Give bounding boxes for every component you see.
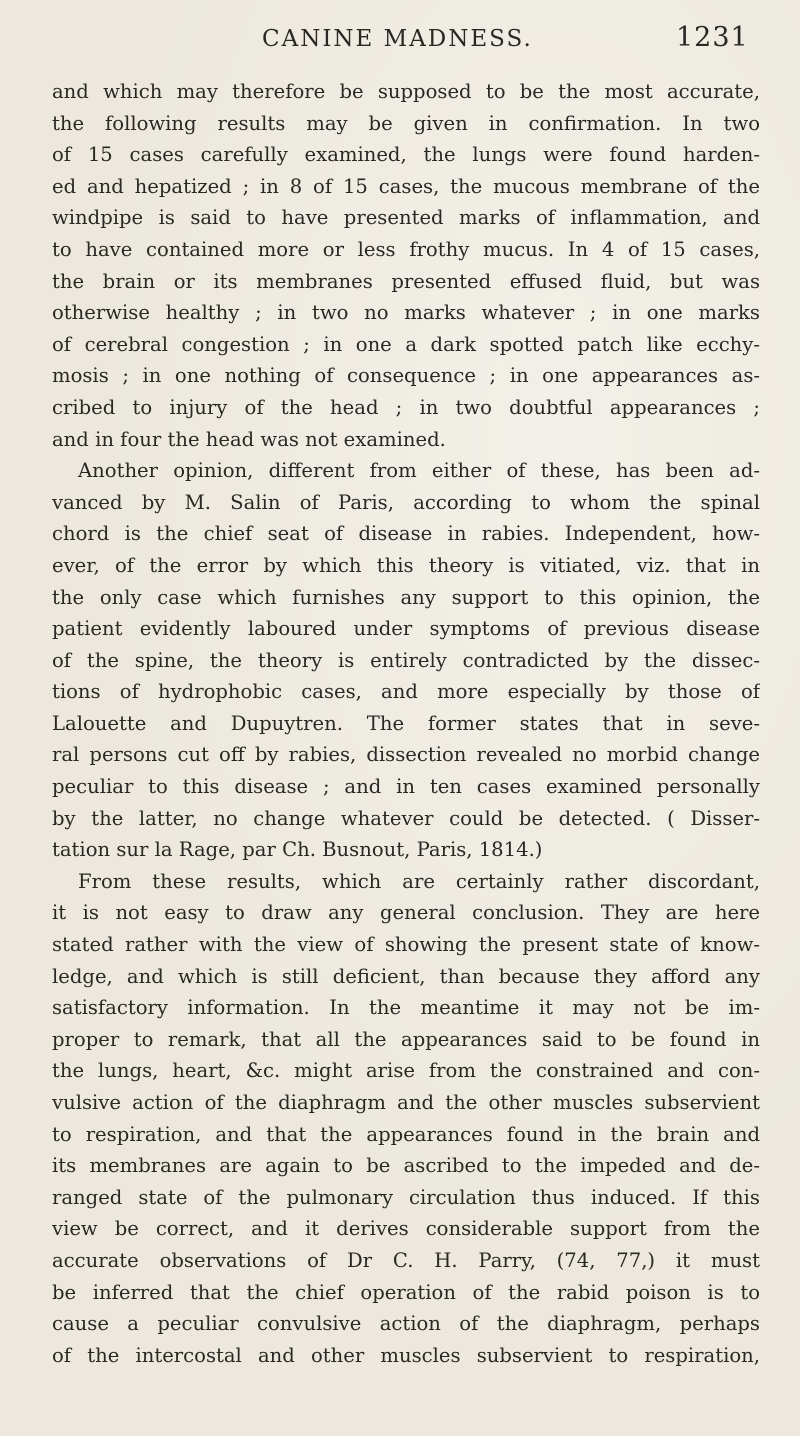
text-line: ledge, and which is still deficient, than because they afford any	[52, 964, 760, 988]
text-line: vulsive action of the diaphragm and the other muscles subservient	[52, 1091, 760, 1114]
text-line: of the spine, the theory is entirely contradicted by the dissec-	[52, 648, 760, 672]
text-line: of cerebral congestion ; in one a dark spotted patch like ecchy-	[52, 332, 760, 356]
text-line: its membranes are again to be ascribed to the impeded and de-	[52, 1154, 760, 1178]
text-line: chord is the chief seat of disease in rabies. Independent, how-	[52, 522, 760, 546]
text-line: vanced by M. Salin of Paris, according to whom the spinal	[52, 490, 760, 514]
text-line: ever, of the error by which this theory is vitiated, viz. that in	[52, 553, 760, 577]
text-line: mosis ; in one nothing of consequence ; in one appearances as-	[52, 364, 760, 388]
text-line: ranged state of the pulmonary circulation thus induced. If this	[52, 1185, 760, 1209]
paragraph	[52, 76, 760, 455]
text-line: to have contained more or less frothy mucus. In 4 of 15 cases,	[52, 237, 760, 261]
text-line: view be correct, and it derives considerable support from the	[52, 1217, 760, 1241]
text-line: From these results, which are certainly rather discordant,	[78, 869, 760, 893]
text-line: satisfactory information. In the meantime it may not be im-	[52, 996, 760, 1020]
text-line: accurate observations of Dr C. H. Parry, (74, 77,) it must	[52, 1248, 760, 1272]
text-line: stated rather with the view of showing the present state of know-	[52, 933, 760, 957]
text-line: the only case which furnishes any support to this opinion, the	[52, 585, 760, 609]
text-line: to respiration, and that the appearances found in the brain and	[52, 1122, 760, 1146]
text-line: ed and hepatized ; in 8 of 15 cases, the mucous membrane of the	[52, 174, 760, 198]
text-line: it is not easy to draw any general conclusion. They are here	[52, 901, 760, 925]
text-line: cribed to injury of the head ; in two doubtful appearances ;	[52, 395, 760, 419]
text-line: proper to remark, that all the appearances said to be found in	[52, 1027, 760, 1051]
text-line: ral persons cut off by rabies, dissection revealed no morbid change	[52, 743, 760, 767]
text-line: otherwise healthy ; in two no marks whatever ; in one marks	[52, 301, 760, 325]
text-line: windpipe is said to have presented marks of inflammation, and	[52, 206, 760, 230]
text-line: Lalouette and Dupuytren. The former states that in seve-	[52, 711, 760, 735]
text-line: and which may therefore be supposed to be the most accurate,	[52, 80, 760, 103]
text-line: the lungs, heart, &c. might arise from the constrained and con-	[52, 1059, 760, 1083]
text-line: the following results may be given in confirmation. In two	[52, 111, 760, 135]
text-line: patient evidently laboured under symptoms of previous disease	[52, 617, 760, 641]
text-line: the brain or its membranes presented effused fluid, but was	[52, 269, 760, 293]
text-line: and in four the head was not examined.	[52, 427, 446, 451]
running-title: CANINE MADNESS.	[262, 26, 533, 52]
text-line: tions of hydrophobic cases, and more especially by those of	[52, 680, 760, 704]
text-line: be inferred that the chief operation of the rabid poison is to	[52, 1280, 760, 1304]
text-line: of 15 cases carefully examined, the lungs were found harden-	[52, 143, 760, 167]
text-line: peculiar to this disease ; and in ten cases examined personally	[52, 775, 760, 799]
page-number: 1231	[676, 22, 749, 53]
text-line: Another opinion, different from either of these, has been ad-	[78, 459, 760, 483]
running-head	[0, 20, 800, 60]
body-text	[52, 76, 760, 1371]
text-line: cause a peculiar convulsive action of the diaphragm, perhaps	[52, 1312, 760, 1336]
paragraph	[52, 866, 760, 1372]
text-line: of the intercostal and other muscles subservient to respiration,	[52, 1343, 760, 1367]
text-line: by the latter, no change whatever could be detected. ( Disser-	[52, 806, 760, 830]
text-line: tation sur la Rage, par Ch. Busnout, Paris, 1814.)	[52, 838, 543, 862]
paragraph	[52, 455, 760, 866]
